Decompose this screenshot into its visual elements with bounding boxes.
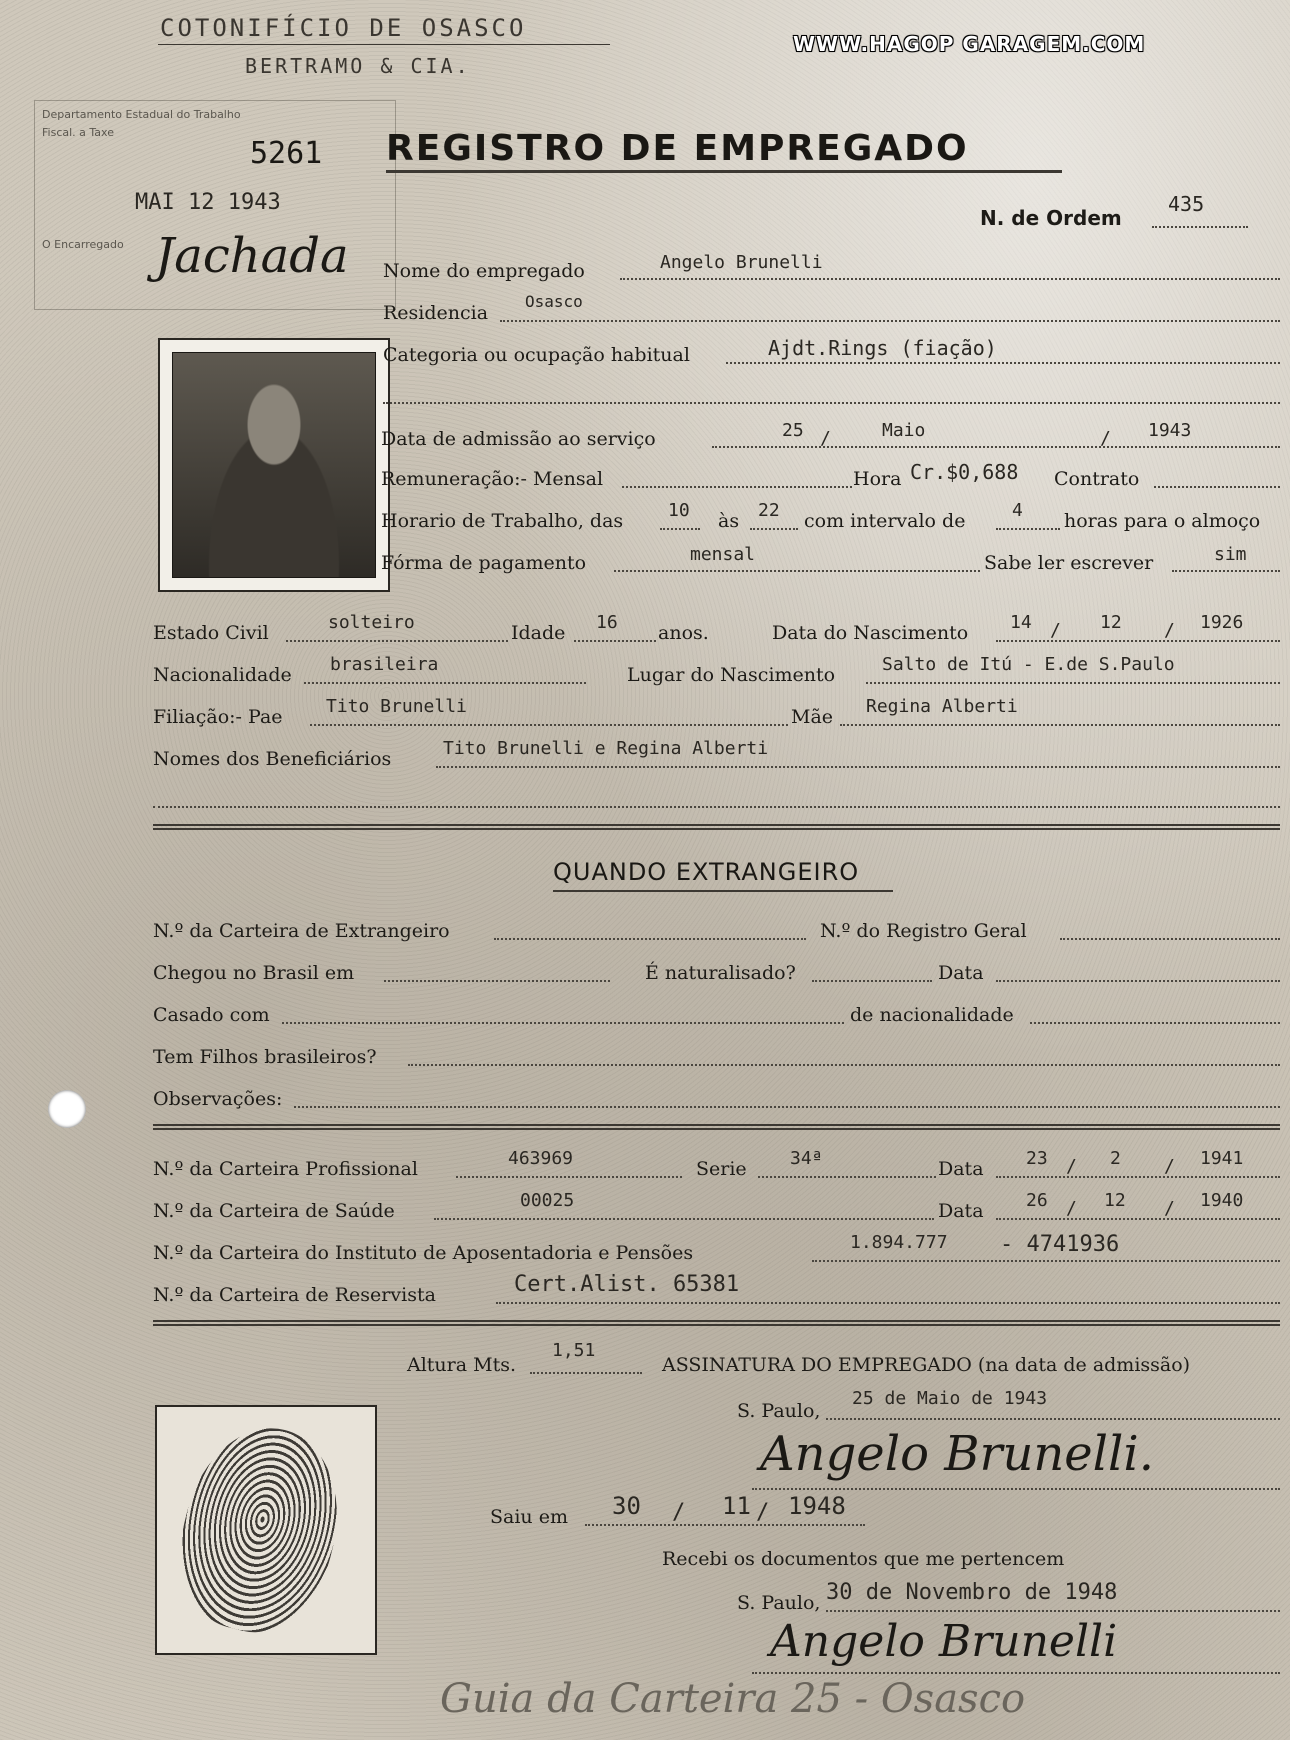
nome-value: Angelo Brunelli — [660, 252, 823, 273]
horario-label: Horario de Trabalho, das — [381, 510, 624, 532]
idade-label: Idade — [511, 622, 566, 644]
stamp-text-1: Departamento Estadual do Trabalho — [42, 108, 241, 121]
assinatura-label: ASSINATURA DO EMPREGADO (na data de admissão) — [662, 1354, 1191, 1376]
register-number: 5261 — [250, 136, 323, 171]
mae-value: Regina Alberti — [866, 696, 1018, 717]
horario-das: 10 — [668, 500, 690, 521]
extrangeiro-underline — [553, 890, 893, 892]
chegou-label: Chegou no Brasil em — [153, 962, 355, 984]
hora-value: Cr.$0,688 — [910, 460, 1019, 484]
local1-line — [826, 1418, 1280, 1420]
reservista-label: N.º da Carteira de Reservista — [153, 1284, 436, 1306]
instituto-label: N.º da Carteira do Instituto de Aposentadoria e Pensões — [153, 1242, 694, 1264]
signature2-line — [752, 1672, 1280, 1674]
carteira-ext-label: N.º da Carteira de Extrangeiro — [153, 920, 450, 942]
stamp-signature: Jachada — [155, 228, 349, 284]
residencia-value: Osasco — [525, 292, 583, 311]
admissao-line — [712, 446, 1280, 448]
nacionalidade-value: brasileira — [330, 654, 439, 675]
categoria-value: Ajdt.Rings (fiação) — [768, 336, 997, 360]
estado-line — [286, 640, 508, 642]
lugar-line — [866, 682, 1280, 684]
altura-value: 1,51 — [552, 1340, 596, 1361]
beneficiarios-line-2 — [153, 806, 1280, 808]
sep-1: / — [820, 428, 831, 449]
saude-ano: 1940 — [1200, 1190, 1244, 1211]
admissao-label: Data de admissão ao serviço — [381, 428, 656, 450]
nascimento-label: Data do Nascimento — [772, 622, 969, 644]
filhos-line — [408, 1064, 1280, 1066]
estado-value: solteiro — [328, 612, 415, 633]
categoria-line — [726, 362, 1280, 364]
sep-3: / — [1050, 620, 1061, 641]
nacionalidade-line — [304, 682, 586, 684]
lugar-label: Lugar do Nascimento — [627, 664, 836, 686]
registro-line — [1060, 938, 1280, 940]
title-underline — [386, 170, 1062, 173]
serie-label: Serie — [696, 1158, 747, 1180]
profissional-value: 463969 — [508, 1148, 574, 1169]
profissional-label: N.º da Carteira Profissional — [153, 1158, 418, 1180]
sep-10: / — [756, 1500, 770, 1525]
pae-value: Tito Brunelli — [326, 696, 467, 717]
nasc-dia: 14 — [1010, 612, 1032, 633]
page-title: REGISTRO DE EMPREGADO — [386, 128, 969, 169]
profissional-line — [456, 1176, 682, 1178]
ler-value: sim — [1214, 544, 1247, 565]
beneficiarios-line — [436, 766, 1280, 768]
estado-label: Estado Civil — [153, 622, 269, 644]
prof-data-line — [996, 1176, 1280, 1178]
ordem-label: N. de Ordem — [980, 206, 1122, 230]
nascimento-line — [996, 640, 1280, 642]
local1-date: 25 de Maio de 1943 — [852, 1388, 1048, 1409]
horario-as-line — [750, 528, 798, 530]
section-divider-1 — [153, 824, 1280, 830]
employee-signature-1: Angelo Brunelli. — [760, 1426, 1154, 1482]
hora-label: Hora — [853, 468, 902, 490]
pagamento-value: mensal — [690, 544, 756, 565]
local2-line — [826, 1610, 1280, 1612]
obs-line — [294, 1106, 1280, 1108]
casado-line — [282, 1022, 844, 1024]
reservista-line — [496, 1302, 1280, 1304]
chegou-line — [384, 980, 610, 982]
admissao-dia: 25 — [782, 420, 804, 441]
local2-label: S. Paulo, — [737, 1592, 821, 1614]
anos-label: anos. — [658, 622, 709, 644]
saude-mes: 12 — [1104, 1190, 1126, 1211]
ordem-value: 435 — [1168, 192, 1205, 216]
saude-value: 00025 — [520, 1190, 575, 1211]
admissao-ano: 1943 — [1148, 420, 1192, 441]
almoco-label: horas para o almoço — [1064, 510, 1261, 532]
mae-line — [840, 724, 1280, 726]
sep-7: / — [1066, 1198, 1077, 1219]
pae-line — [310, 724, 788, 726]
admissao-mes: Maio — [882, 420, 926, 441]
saiu-label: Saiu em — [490, 1506, 568, 1528]
company-sub: BERTRAMO & CIA. — [245, 54, 471, 78]
as-label: às — [718, 510, 740, 532]
intervalo-value: 4 — [1012, 500, 1023, 521]
fingerprint-image — [162, 1412, 357, 1647]
prof-mes: 2 — [1110, 1148, 1121, 1169]
pagamento-label: Fórma de pagamento — [381, 552, 587, 574]
contrato-label: Contrato — [1054, 468, 1140, 490]
saude-data-line — [996, 1218, 1280, 1220]
horario-as: 22 — [758, 500, 780, 521]
nome-label: Nome do empregado — [383, 260, 585, 282]
signature1-line — [752, 1488, 1280, 1490]
categoria-label: Categoria ou ocupação habitual — [383, 344, 690, 366]
sep-4: / — [1164, 620, 1175, 641]
website-watermark: WWW.HAGOP GARAGEM.COM — [793, 32, 1146, 56]
extrangeiro-heading: QUANDO EXTRANGEIRO — [553, 858, 860, 886]
naturalisado-label: É naturalisado? — [645, 962, 796, 984]
beneficiarios-value: Tito Brunelli e Regina Alberti — [443, 738, 769, 759]
ext-nacionalidade-line — [1030, 1022, 1280, 1024]
sep-8: / — [1164, 1198, 1175, 1219]
casado-label: Casado com — [153, 1004, 270, 1026]
employee-photo — [158, 338, 390, 592]
prof-ano: 1941 — [1200, 1148, 1244, 1169]
recebi-label: Recebi os documentos que me pertencem — [662, 1548, 1065, 1570]
sep-5: / — [1066, 1156, 1077, 1177]
sep-9: / — [672, 1500, 686, 1525]
instituto-line — [812, 1260, 1280, 1262]
idade-value: 16 — [596, 612, 618, 633]
nacionalidade-label: Nacionalidade — [153, 664, 292, 686]
local1-label: S. Paulo, — [737, 1400, 821, 1422]
intervalo-label: com intervalo de — [804, 510, 966, 532]
beneficiarios-label: Nomes dos Beneficiários — [153, 748, 392, 770]
section-divider-3 — [153, 1320, 1280, 1326]
reservista-value: Cert.Alist. 65381 — [514, 1272, 740, 1297]
saude-data-label: Data — [938, 1200, 984, 1222]
bottom-note: Guia da Carteira 25 - Osasco — [440, 1676, 1026, 1722]
idade-line — [574, 640, 656, 642]
carteira-ext-line — [494, 938, 806, 940]
altura-label: Altura Mts. — [407, 1354, 516, 1376]
sep-6: / — [1164, 1156, 1175, 1177]
fingerprint-box — [155, 1405, 377, 1655]
residencia-line — [500, 320, 1280, 322]
nasc-ano: 1926 — [1200, 612, 1244, 633]
filhos-label: Tem Filhos brasileiros? — [153, 1046, 377, 1068]
instituto-extra: - 4741936 — [1000, 1232, 1120, 1257]
registro-label: N.º do Registro Geral — [820, 920, 1027, 942]
ext-data-line — [996, 980, 1280, 982]
company-underline — [158, 44, 610, 45]
stamp-text-3: O Encarregado — [42, 238, 124, 251]
saude-label: N.º da Carteira de Saúde — [153, 1200, 395, 1222]
saiu-line — [585, 1524, 865, 1526]
pagamento-line — [614, 570, 980, 572]
stamp-date: MAI 12 1943 — [135, 190, 281, 215]
contrato-line — [1154, 486, 1280, 488]
saude-dia: 26 — [1026, 1190, 1048, 1211]
residencia-label: Residencia — [383, 302, 489, 324]
ext-nacionalidade-label: de nacionalidade — [850, 1004, 1014, 1026]
stamp-text-2: Fiscal. a Taxe — [42, 126, 114, 139]
saiu-dia: 30 — [612, 1492, 641, 1520]
nome-line — [620, 278, 1280, 280]
sep-2: / — [1100, 428, 1111, 449]
obs-label: Observações: — [153, 1088, 283, 1110]
employee-signature-2: Angelo Brunelli — [770, 1616, 1118, 1667]
mae-label: Mãe — [791, 706, 834, 728]
instituto-value: 1.894.777 — [850, 1232, 948, 1253]
ler-line — [1172, 570, 1280, 572]
ext-data-label: Data — [938, 962, 984, 984]
naturalisado-line — [812, 980, 932, 982]
company-name: COTONIFÍCIO DE OSASCO — [160, 14, 527, 42]
intervalo-line — [996, 528, 1060, 530]
remuneracao-label: Remuneração:- Mensal — [381, 468, 604, 490]
saiu-ano: 1948 — [788, 1492, 846, 1520]
lugar-value: Salto de Itú - E.de S.Paulo — [882, 654, 1175, 675]
section-divider-2 — [153, 1124, 1280, 1130]
ordem-line — [1152, 226, 1248, 228]
saiu-mes: 11 — [722, 1492, 751, 1520]
punch-hole — [48, 1090, 86, 1128]
saude-line — [434, 1218, 934, 1220]
categoria-line-2 — [383, 402, 1280, 404]
serie-value: 34ª — [790, 1148, 823, 1169]
serie-line — [758, 1176, 936, 1178]
nasc-mes: 12 — [1100, 612, 1122, 633]
ler-label: Sabe ler escrever — [984, 552, 1154, 574]
altura-line — [530, 1372, 642, 1374]
horario-das-line — [660, 528, 700, 530]
prof-dia: 23 — [1026, 1148, 1048, 1169]
remuneracao-line — [622, 486, 852, 488]
filiacao-label: Filiação:- Pae — [153, 706, 283, 728]
local2-date: 30 de Novembro de 1948 — [826, 1580, 1118, 1605]
prof-data-label: Data — [938, 1158, 984, 1180]
